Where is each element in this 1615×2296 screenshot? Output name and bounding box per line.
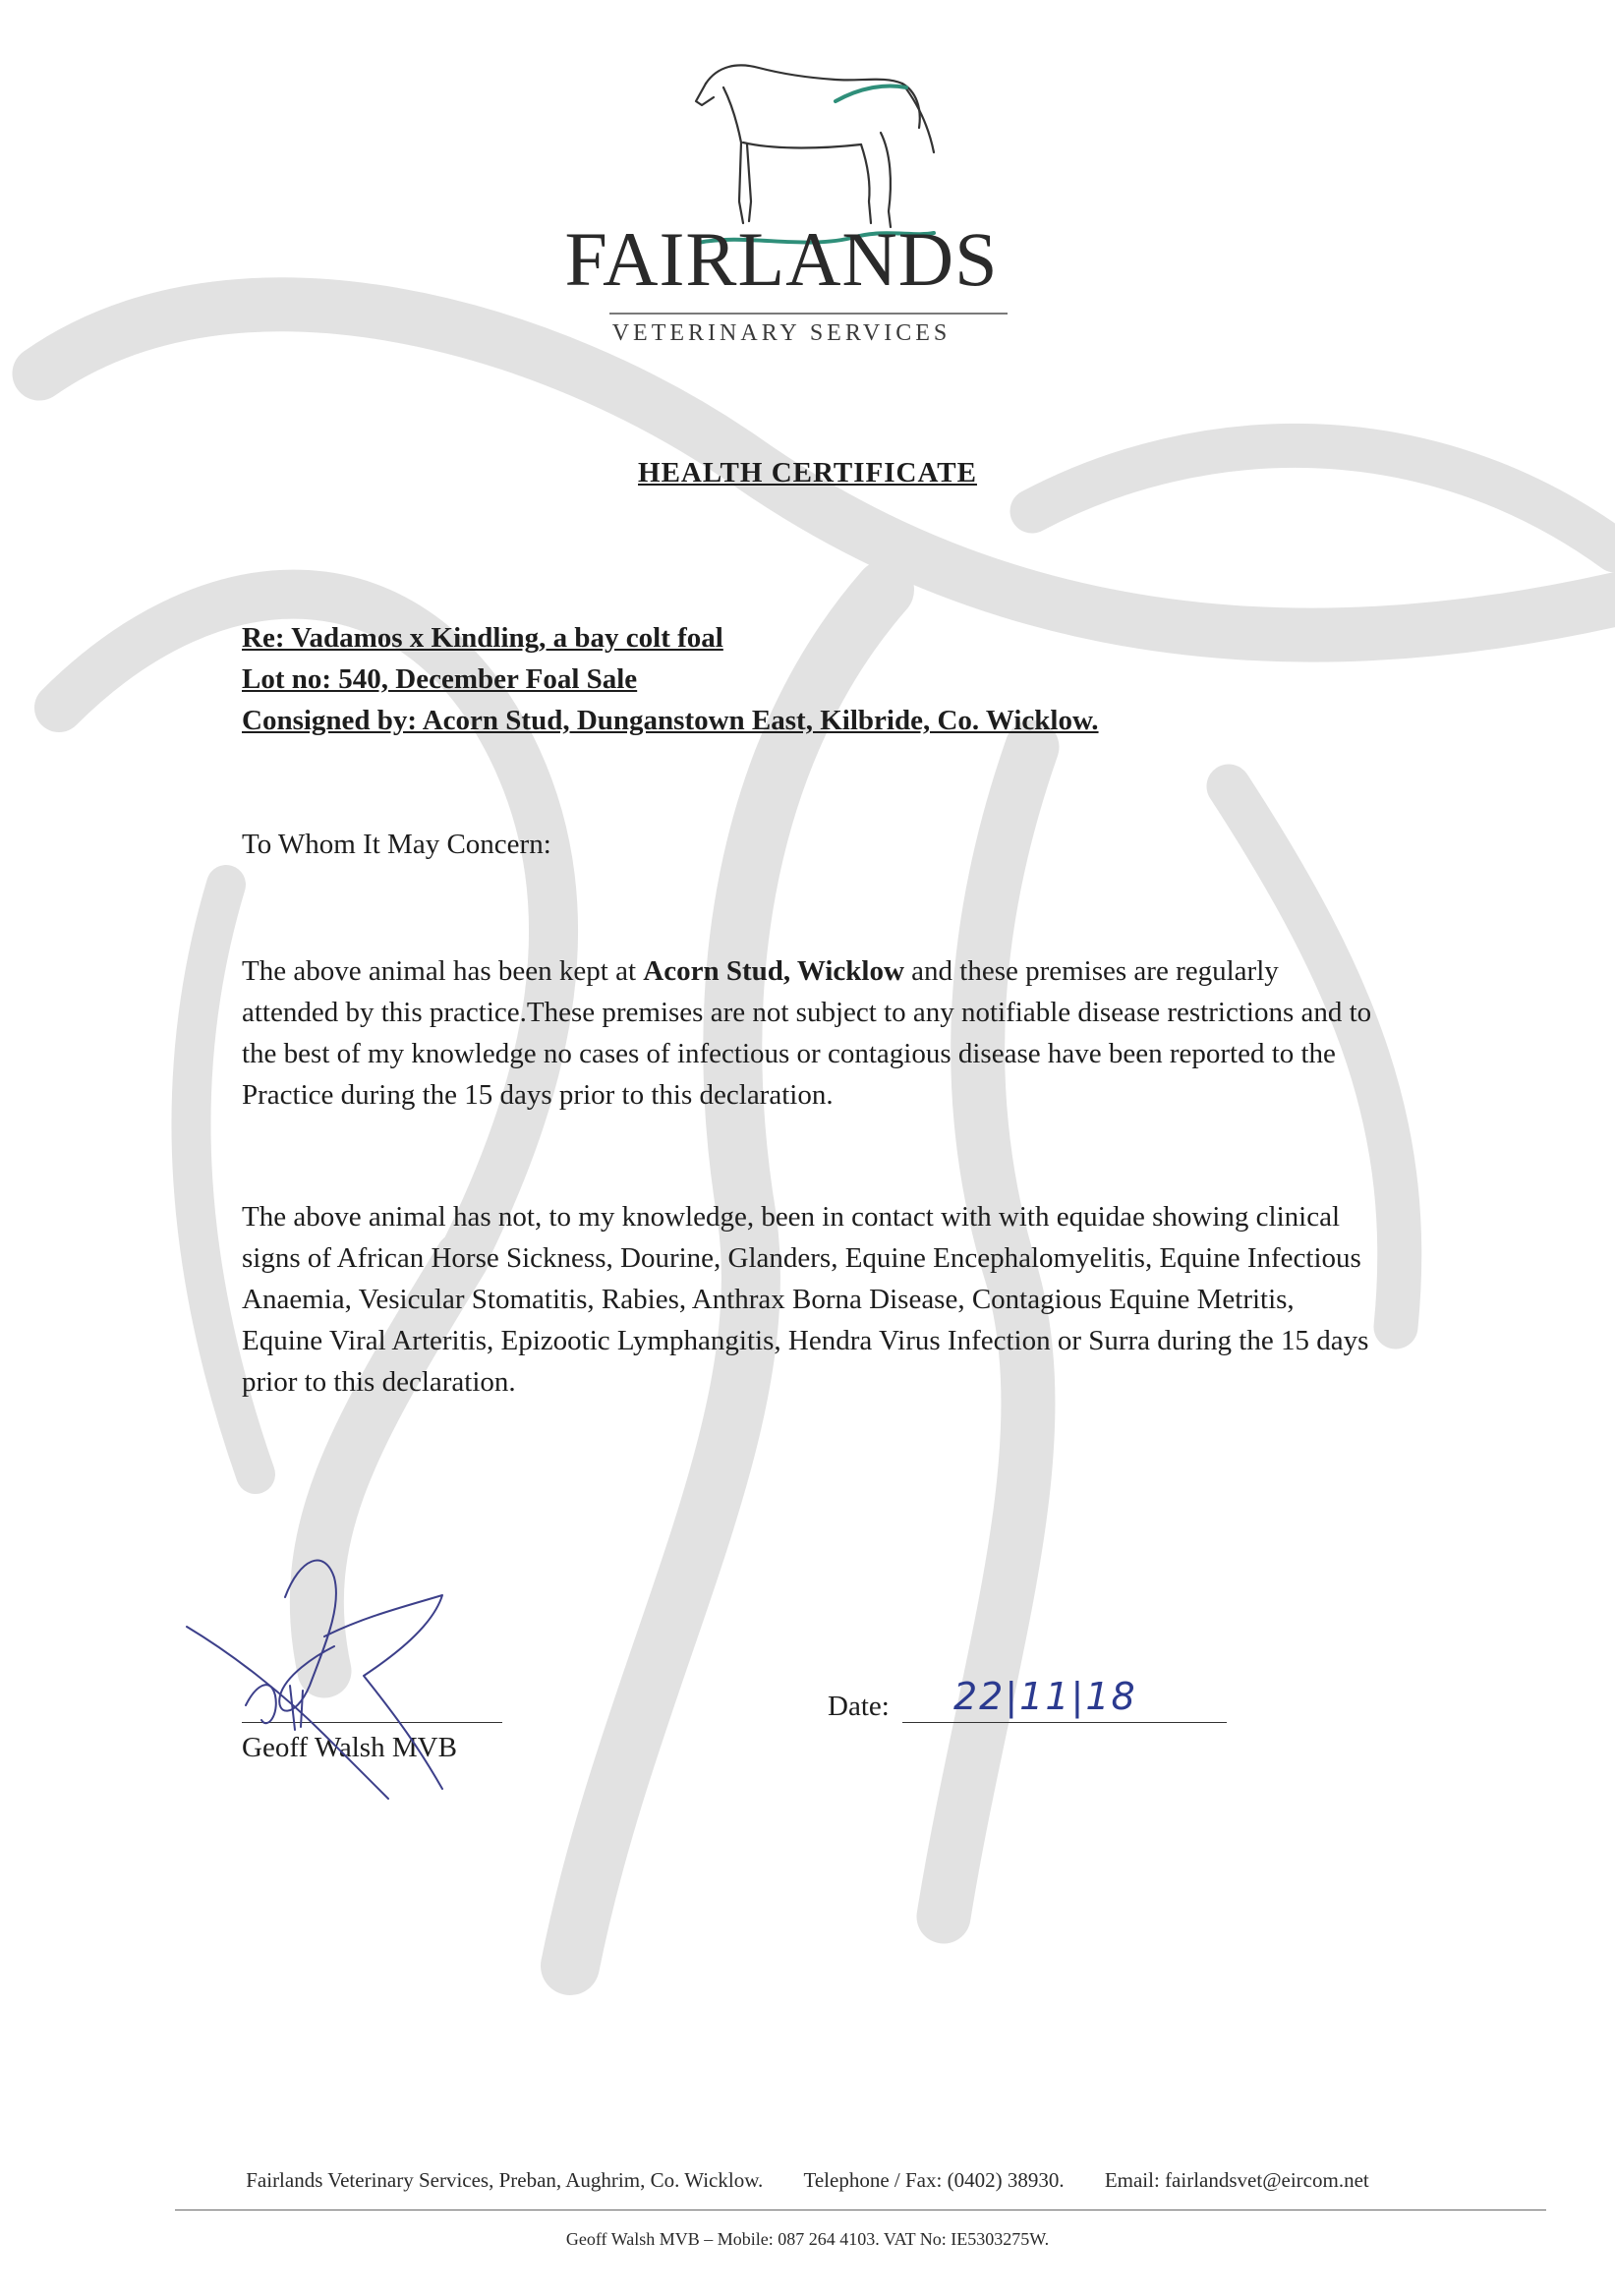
- logo-name: FAIRLANDS: [564, 216, 999, 302]
- logo-subtitle: VETERINARY SERVICES: [611, 320, 952, 346]
- salutation: To Whom It May Concern:: [242, 829, 551, 860]
- paragraph-text: and these premises are regularly attended by this practice.These premises are not subject to any notifiable disease restrictions and to the best of my knowledge no cases of infectious or contagious disease have been reported to the Practice during the 15 days prior to this declaration.: [242, 955, 1372, 1111]
- body-paragraph-contact: The above animal has not, to my knowledge, been in contact with with equidae showing clinical signs of African Horse Sickness, Dourine, Glanders, Equine Encephalomyelitis, Equine Infectious Anaemia, Vesicular Stomatitis, Rabies, Anthrax Borna Disease, Contagious Equine Metritis, Equine Viral Arteritis, Epizootic Lymphangitis, Hendra Virus Infection or Surra during the 15 days prior to this declaration.: [242, 1201, 1369, 1398]
- document-title: HEALTH CERTIFICATE: [638, 457, 977, 488]
- footer-phone: Telephone / Fax: (0402) 38930.: [803, 2168, 1065, 2192]
- footer-contact: Geoff Walsh MVB – Mobile: 087 264 4103. VAT No: IE5303275W.: [565, 2229, 1050, 2249]
- logo-divider: [609, 313, 1008, 315]
- re-subject-line: Re: Vadamos x Kindling, a bay colt foal: [242, 622, 723, 654]
- handwritten-date: 22|11|18: [953, 1675, 1137, 1718]
- footer-address-line: [0, 2168, 1615, 2193]
- re-consignor-line: Consigned by: Acorn Stud, Dunganstown East, Kilbride, Co. Wicklow.: [242, 705, 1099, 736]
- handwritten-signature: [177, 1538, 501, 1823]
- footer-address: Fairlands Veterinary Services, Preban, Aughrim, Co. Wicklow.: [246, 2168, 764, 2192]
- date-label: Date:: [828, 1691, 890, 1722]
- signatory-name: Geoff Walsh MVB: [242, 1732, 457, 1763]
- premises-name: Acorn Stud, Wicklow: [643, 955, 904, 987]
- body-paragraph-premises: [242, 950, 1382, 1116]
- date-line: [902, 1722, 1227, 1723]
- paragraph-text: The above animal has been kept at: [242, 955, 644, 987]
- re-lot-line: Lot no: 540, December Foal Sale: [242, 663, 638, 695]
- footer-email: Email: fairlandsvet@eircom.net: [1104, 2168, 1369, 2192]
